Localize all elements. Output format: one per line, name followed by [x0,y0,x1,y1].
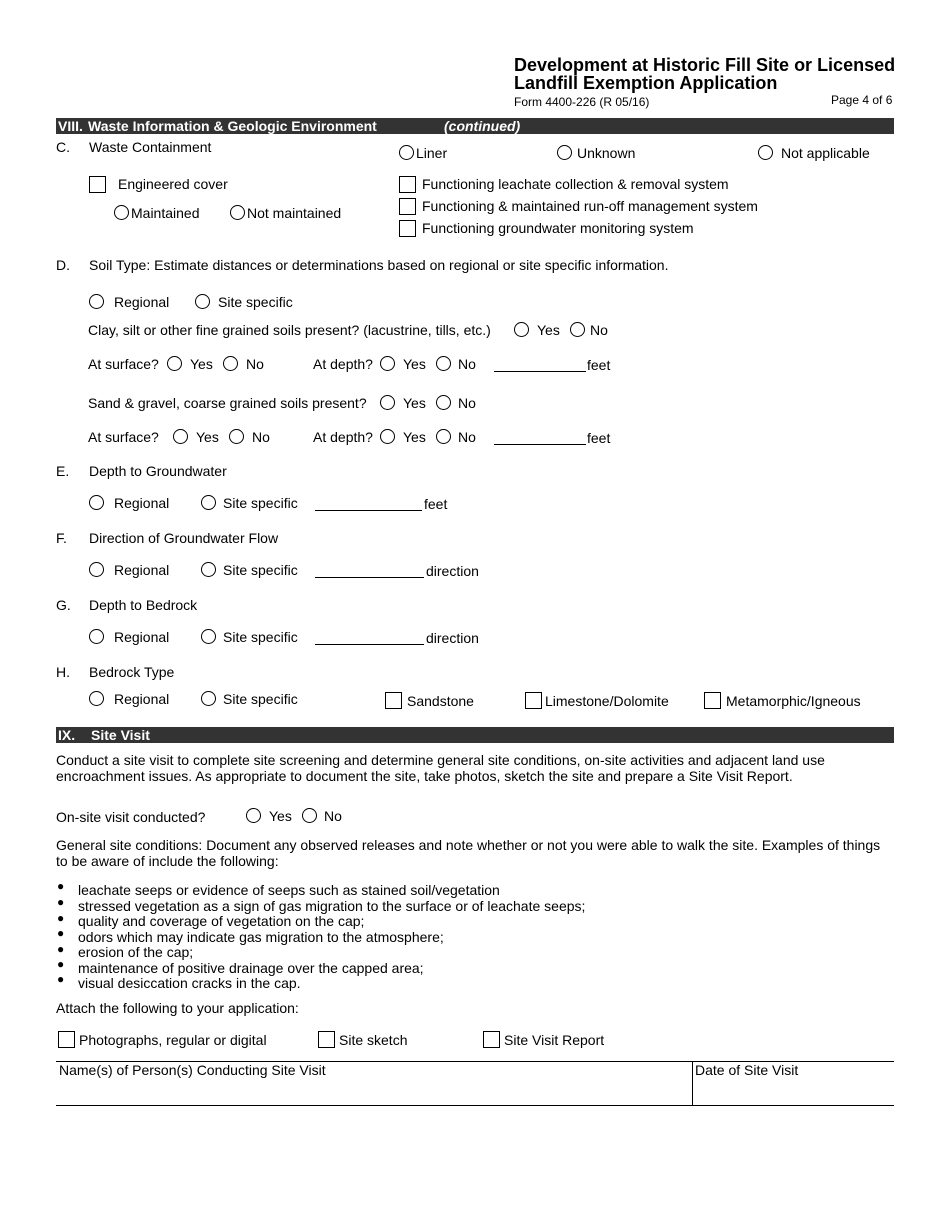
clay-at-surface-label: At surface? [88,356,159,372]
site-sketch-checkbox[interactable] [318,1031,335,1048]
not-maintained-radio[interactable] [230,205,245,220]
bedrock-depth-unit: direction [426,630,479,646]
item-d-label: Soil Type: Estimate distances or determinations based on regional or site specific information. [89,257,669,273]
bullet-marker: ● [57,972,65,986]
not-maintained-label: Not maintained [247,205,342,221]
sand-feet-unit: feet [587,430,611,446]
bedrock-depth-regional-radio[interactable] [89,629,104,644]
sand-no-radio[interactable] [436,395,451,410]
names-of-persons-label: Name(s) of Person(s) Conducting Site Visit [59,1062,326,1078]
item-h-letter: H. [56,664,70,680]
condition-item: visual desiccation cracks in the cap. [78,975,301,991]
groundwater-depth-site-radio[interactable] [201,495,216,510]
section-9-title: Site Visit [91,727,150,743]
groundwater-depth-field[interactable] [315,510,422,511]
clay-surface-yes-radio[interactable] [167,356,182,371]
page-number: Page 4 of 6 [831,93,893,107]
site-visit-intro-line1: Conduct a site visit to complete site screening and determine general site conditions, on-site activities and adjacent land use [56,752,825,768]
form-title-line1: Development at Historic Fill Site or Licensed [514,55,896,75]
clay-surface-no-radio[interactable] [223,356,238,371]
date-of-visit-field[interactable] [696,1078,892,1104]
site-visit-no-radio[interactable] [302,808,317,823]
sand-surface-yes-label: Yes [196,429,219,445]
sand-yes-label: Yes [403,395,426,411]
general-conditions-line1: General site conditions: Document any observed releases and note whether or not you were able to walk the site. Examples of things [56,837,881,853]
item-e-letter: E. [56,463,70,479]
section-9-header [56,727,894,743]
clay-depth-yes-radio[interactable] [380,356,395,371]
metamorphic-igneous-checkbox[interactable] [704,692,721,709]
limestone-dolomite-label: Limestone/Dolomite [545,693,669,709]
soil-site-specific-label: Site specific [218,294,293,310]
item-e-label: Depth to Groundwater [89,463,227,479]
general-conditions-line2: to be aware of include the following: [56,853,279,869]
condition-item: quality and coverage of vegetation on the cap; [78,913,365,929]
unknown-label: Unknown [577,145,636,161]
sand-yes-radio[interactable] [380,395,395,410]
sand-question: Sand & gravel, coarse grained soils present? [88,395,367,411]
sandstone-label: Sandstone [407,693,474,709]
engineered-cover-label: Engineered cover [118,176,228,192]
site-visit-yes-radio[interactable] [246,808,261,823]
item-d-letter: D. [56,257,70,273]
condition-item: maintenance of positive drainage over the capped area; [78,960,424,976]
item-g-letter: G. [56,597,71,613]
attach-label: Attach the following to your application: [56,1000,299,1016]
not-applicable-label: Not applicable [781,145,870,161]
signature-table-bottom [56,1105,894,1106]
runoff-system-checkbox[interactable] [399,198,416,215]
bullet-marker: ● [57,957,65,971]
names-of-persons-field[interactable] [57,1078,687,1104]
clay-feet-unit: feet [587,357,611,373]
soil-regional-label: Regional [114,294,170,310]
not-applicable-radio[interactable] [758,145,773,160]
sand-depth-no-label: No [458,429,476,445]
bedrock-depth-regional-label: Regional [114,629,170,645]
item-c-label: Waste Containment [89,139,212,155]
sand-at-depth-label: At depth? [313,429,373,445]
condition-item: leachate seeps or evidence of seeps such as stained soil/vegetation [78,882,500,898]
section-8-title: Waste Information & Geologic Environment [88,118,377,134]
soil-regional-radio[interactable] [89,294,104,309]
site-visit-no-label: No [324,808,342,824]
leachate-system-label: Functioning leachate collection & removal system [422,176,729,192]
site-visit-report-checkbox[interactable] [483,1031,500,1048]
site-visit-report-label: Site Visit Report [504,1032,605,1048]
bedrock-type-regional-label: Regional [114,691,170,707]
bedrock-depth-field[interactable] [315,644,424,645]
clay-yes-radio[interactable] [514,322,529,337]
flow-direction-site-radio[interactable] [201,562,216,577]
bedrock-depth-site-label: Site specific [223,629,298,645]
section-8-number: VIII. [58,118,83,134]
maintained-label: Maintained [131,205,200,221]
bullet-marker: ● [57,942,65,956]
sand-at-surface-label: At surface? [88,429,159,445]
bedrock-depth-site-radio[interactable] [201,629,216,644]
clay-no-radio[interactable] [570,322,585,337]
item-h-label: Bedrock Type [89,664,175,680]
clay-depth-no-radio[interactable] [436,356,451,371]
section-8-header [56,118,894,134]
condition-item: stressed vegetation as a sign of gas migration to the surface or of leachate seeps; [78,898,586,914]
flow-direction-regional-radio[interactable] [89,562,104,577]
leachate-system-checkbox[interactable] [399,176,416,193]
bullet-marker: ● [57,879,65,893]
groundwater-depth-site-label: Site specific [223,495,298,511]
flow-direction-regional-label: Regional [114,562,170,578]
bedrock-type-regional-radio[interactable] [89,691,104,706]
item-c-letter: C. [56,139,70,155]
sand-depth-feet-field[interactable] [494,444,586,445]
bullet-marker: ● [57,926,65,940]
photographs-label: Photographs, regular or digital [79,1032,267,1048]
clay-depth-yes-label: Yes [403,356,426,372]
runoff-system-label: Functioning & maintained run-off management system [422,198,758,214]
clay-yes-label: Yes [537,322,560,338]
sand-depth-no-radio[interactable] [436,429,451,444]
clay-depth-feet-field[interactable] [494,371,586,372]
signature-table-divider [692,1061,693,1105]
clay-surface-no-label: No [246,356,264,372]
groundwater-depth-regional-radio[interactable] [89,495,104,510]
condition-item: odors which may indicate gas migration to the atmosphere; [78,929,444,945]
liner-label: Liner [416,145,448,161]
engineered-cover-checkbox[interactable] [89,176,106,193]
form-title-line2: Landfill Exemption Application [514,73,778,93]
clay-depth-no-label: No [458,356,476,372]
clay-no-label: No [590,322,608,338]
limestone-dolomite-checkbox[interactable] [525,692,542,709]
sand-depth-yes-label: Yes [403,429,426,445]
groundwater-monitoring-checkbox[interactable] [399,220,416,237]
groundwater-depth-unit: feet [424,496,448,512]
item-g-label: Depth to Bedrock [89,597,198,613]
unknown-radio[interactable] [557,145,572,160]
sand-surface-no-label: No [252,429,270,445]
bedrock-type-site-radio[interactable] [201,691,216,706]
site-sketch-label: Site sketch [339,1032,408,1048]
sandstone-checkbox[interactable] [385,692,402,709]
clay-surface-yes-label: Yes [190,356,213,372]
maintained-radio[interactable] [114,205,129,220]
flow-direction-site-label: Site specific [223,562,298,578]
soil-site-specific-radio[interactable] [195,294,210,309]
site-visit-intro-line2: encroachment issues. As appropriate to document the site, take photos, sketch the site and prepare a Site Visit Report. [56,768,793,784]
section-8-title-suffix: (continued) [444,118,521,134]
site-visit-yes-label: Yes [269,808,292,824]
clay-question: Clay, silt or other fine grained soils present? (lacustrine, tills, etc.) [88,322,491,338]
groundwater-depth-regional-label: Regional [114,495,170,511]
bullet-marker: ● [57,895,65,909]
item-f-label: Direction of Groundwater Flow [89,530,279,546]
site-visit-question: On-site visit conducted? [56,809,206,825]
photographs-checkbox[interactable] [58,1031,75,1048]
date-of-visit-label: Date of Site Visit [695,1062,799,1078]
sand-no-label: No [458,395,476,411]
section-9-number: IX. [58,727,76,743]
condition-item: erosion of the cap; [78,944,194,960]
form-number: Form 4400-226 (R 05/16) [514,95,650,109]
sand-depth-yes-radio[interactable] [380,429,395,444]
item-f-letter: F. [56,530,67,546]
bedrock-type-site-label: Site specific [223,691,298,707]
bullet-marker: ● [57,911,65,925]
metamorphic-igneous-label: Metamorphic/Igneous [726,693,861,709]
clay-at-depth-label: At depth? [313,356,373,372]
sand-surface-yes-radio[interactable] [173,429,188,444]
flow-direction-field[interactable] [315,577,424,578]
flow-direction-unit: direction [426,563,479,579]
groundwater-monitoring-label: Functioning groundwater monitoring system [422,220,694,236]
liner-radio[interactable] [399,145,414,160]
sand-surface-no-radio[interactable] [229,429,244,444]
